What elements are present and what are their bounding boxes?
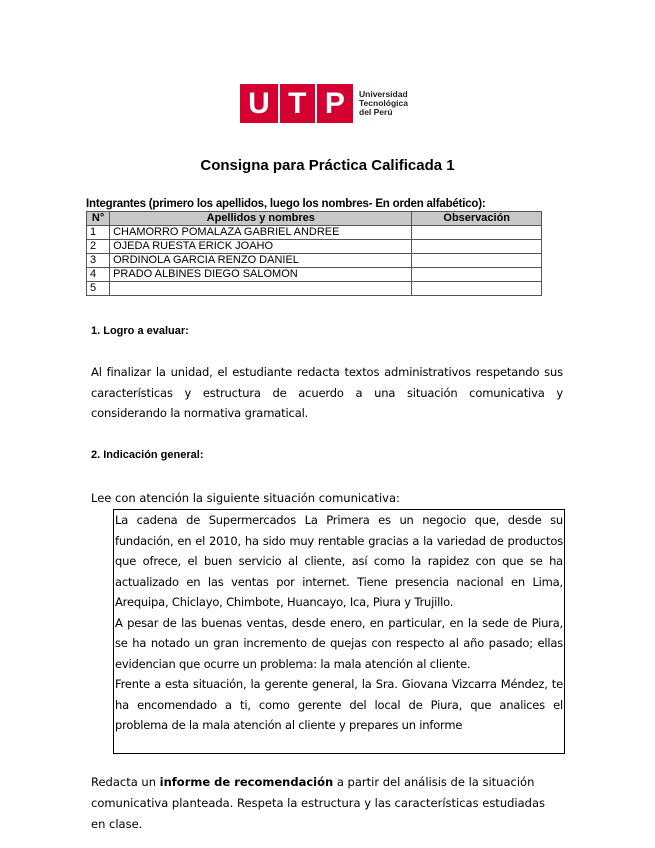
section-1-text: Al finalizar la unidad, el estudiante redacta textos administrativos respetando sus características y estructura de acuerdo a una situación comunicativa y considerando la normativa gramatical. — [91, 365, 563, 420]
row-observation — [412, 268, 542, 282]
row-name: PRADO ALBINES DIEGO SALOMON — [110, 268, 412, 282]
case-paragraph-2: A pesar de las buenas ventas, desde enero, en particular, en la sede de Piura, se ha notado un gran incremento de quejas con respecto al año pasado; ellas evidencian que ocurre un problema: la mala atención al cliente. — [115, 615, 563, 671]
case-paragraph-1: La cadena de Supermercados La Primera es un negocio que, desde su fundación, en el 2010, ha sido muy rentable gracias a la variedad de productos que ofrece, el buen servicio al cliente, así como la rapidez con que se ha actualizado en las ventas por internet. Tiene presencia nacional en Lima, Arequipa, Chiclayo, Chimbote, Huancayo, Ica, Piura y Trujillo. — [115, 513, 563, 609]
row-observation — [412, 254, 542, 268]
header-name: Apellidos y nombres — [110, 212, 412, 226]
members-label: Integrantes (primero los apellidos, luego los nombres- En orden alfabético): — [86, 198, 486, 210]
utp-logo-mark — [240, 84, 353, 123]
row-observation — [412, 240, 542, 254]
table-row — [87, 254, 542, 268]
closing-line-3: en clase. — [91, 817, 143, 831]
logo-line-3: del Perú — [359, 107, 393, 117]
row-name: ORDINOLA GARCIA RENZO DANIEL — [110, 254, 412, 268]
document-title: Consigna para Práctica Calificada 1 — [200, 157, 455, 174]
table-row — [87, 240, 542, 254]
row-number: 5 — [87, 282, 110, 296]
row-name: CHAMORRO POMALAZA GABRIEL ANDREE — [110, 226, 412, 240]
row-observation — [412, 282, 542, 296]
logo-divider — [278, 84, 280, 123]
logo-line-1: Universidad — [359, 89, 408, 99]
row-name — [110, 282, 412, 296]
logo-line-2: Tecnológica — [359, 98, 408, 108]
logo-letter-t: T — [288, 87, 307, 120]
members-header-row — [87, 212, 542, 226]
closing-bold: informe de recomendación — [159, 775, 334, 789]
row-number: 3 — [87, 254, 110, 268]
utp-logo — [240, 84, 408, 123]
logo-letter-p: P — [324, 87, 345, 120]
section-2-intro: Lee con atención la siguiente situación comunicativa: — [91, 491, 400, 505]
section-1-heading: 1. Logro a evaluar: — [91, 325, 189, 337]
row-number: 4 — [87, 268, 110, 282]
closing-after: a partir del análisis de la situación — [333, 775, 535, 789]
closing-line-1 — [91, 775, 534, 789]
logo-letter-u: U — [248, 87, 270, 120]
logo-divider — [315, 84, 317, 123]
section-2-heading: 2. Indicación general: — [91, 449, 204, 461]
table-row — [87, 226, 542, 240]
row-name: OJEDA RUESTA ERICK JOAHO — [110, 240, 412, 254]
row-number: 2 — [87, 240, 110, 254]
row-number: 1 — [87, 226, 110, 240]
logo-wordmark — [359, 90, 408, 117]
members-table — [86, 211, 542, 296]
table-row — [87, 268, 542, 282]
table-row — [87, 282, 542, 296]
case-scenario-box — [113, 509, 565, 754]
row-observation — [412, 226, 542, 240]
header-number: N° — [87, 212, 110, 226]
closing-before: Redacta un — [91, 775, 160, 789]
case-paragraph-3: Frente a esta situación, la gerente general, la Sra. Giovana Vizcarra Méndez, te ha encomendado a ti, como gerente del local de Piura, que analices el problema de la mala atención al cliente y prepares un informe — [115, 677, 563, 732]
closing-line-2: comunicativa planteada. Respeta la estructura y las características estudiadas — [91, 796, 545, 810]
header-observation: Observación — [412, 212, 542, 226]
